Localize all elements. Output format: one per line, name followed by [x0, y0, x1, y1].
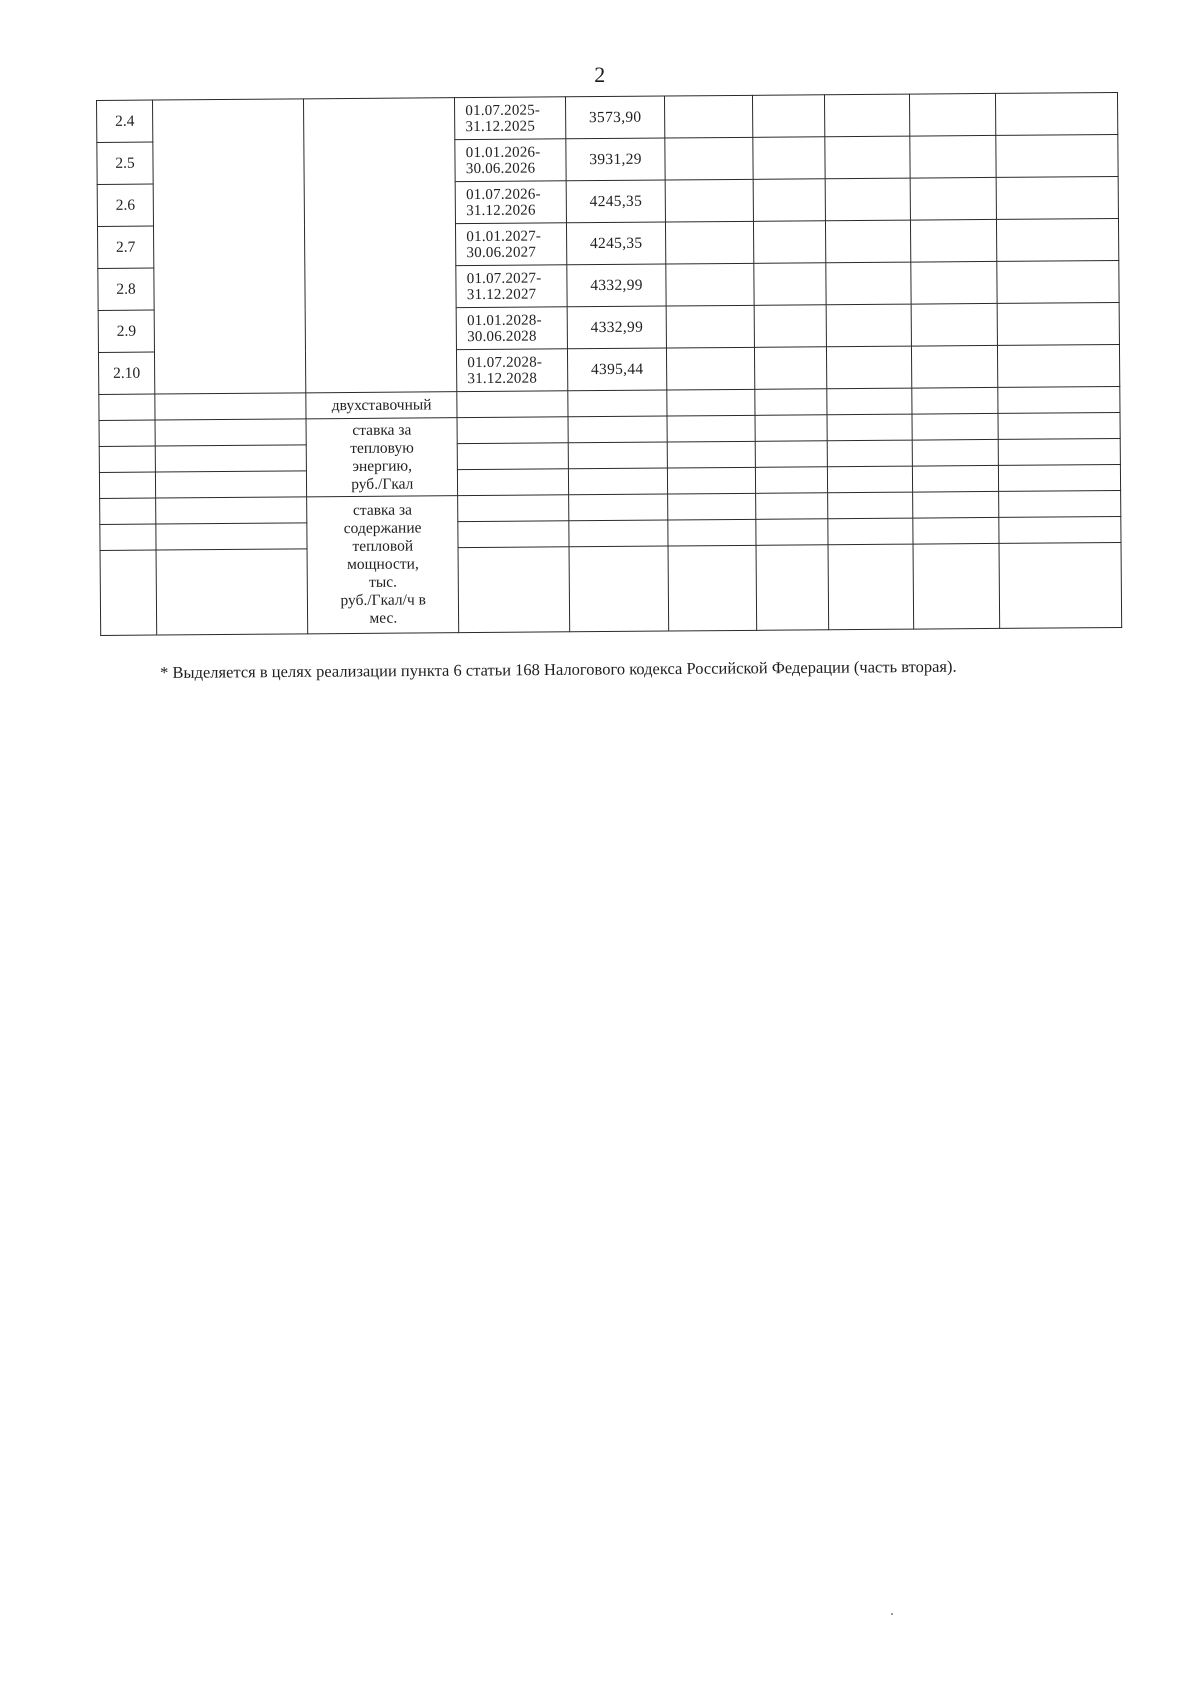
empty-cell-col1	[99, 446, 155, 472]
empty-cell-col10	[999, 542, 1122, 628]
empty-cell-col9	[912, 413, 999, 440]
empty-cell-col10	[997, 302, 1119, 345]
empty-cell-col10	[995, 92, 1117, 135]
empty-cell-col8	[827, 346, 911, 389]
row-number: 2.4	[97, 100, 153, 142]
period-cell	[455, 97, 566, 140]
label-line: мес.	[369, 609, 398, 627]
empty-cell-col6	[667, 493, 756, 520]
tariff-value: 3573,90	[566, 96, 665, 139]
period-line: 01.07.2025-	[465, 102, 541, 119]
footnote: * Выделяется в целях реализации пункта 6 статьи 168 Налогового кодекса Российской Федерации (часть вторая).	[160, 656, 957, 682]
period-line: 01.01.2028-	[466, 312, 542, 329]
empty-cell-col1	[100, 524, 156, 550]
period-line: 30.06.2027	[466, 244, 537, 261]
period-line: 31.12.2026	[466, 202, 536, 219]
period-line: 01.07.2027-	[466, 270, 542, 287]
empty-cell-col9	[912, 439, 999, 466]
empty-cell-col6	[667, 441, 756, 468]
empty-cell-col6	[665, 263, 754, 306]
empty-cell-col9	[910, 219, 997, 262]
empty-cell-col9	[911, 303, 998, 346]
tariff-value: 4245,35	[567, 180, 666, 223]
empty-cell-col7	[756, 545, 829, 631]
row-number: 2.10	[98, 352, 154, 394]
empty-cell-col7	[755, 415, 827, 442]
empty-cell-col10	[996, 134, 1118, 177]
empty-cell-col5	[569, 546, 668, 632]
empty-cell-col8	[827, 414, 911, 441]
empty-cell-col9	[913, 543, 1000, 629]
empty-cell-col10	[999, 516, 1121, 543]
empty-cell-col9	[909, 93, 996, 136]
empty-cell-col7	[755, 389, 827, 416]
capacity-rate-label	[307, 496, 459, 634]
empty-cell-col8	[826, 178, 910, 221]
tariff-value: 4245,35	[567, 222, 666, 265]
label-line: руб./Гкал/ч в	[340, 591, 426, 610]
label-line: тепловой	[352, 537, 414, 555]
empty-cell-col7	[756, 467, 828, 494]
empty-cell-col2	[155, 445, 306, 472]
period-line: 01.01.2026-	[465, 144, 541, 161]
label-line: энергию,	[352, 457, 413, 475]
empty-cell-col6	[665, 221, 754, 264]
tariff-value: 3931,29	[566, 138, 665, 181]
merged-cell-col2	[153, 99, 306, 394]
tariff-value: 4395,44	[568, 348, 667, 391]
empty-cell-col8	[825, 94, 909, 137]
empty-cell-col9	[912, 517, 999, 544]
empty-cell-col8	[828, 492, 912, 519]
empty-cell-col6	[668, 545, 757, 631]
label-line: тыс.	[368, 573, 398, 591]
period-line: 01.01.2027-	[466, 228, 542, 245]
empty-cell-col2	[155, 419, 306, 446]
empty-cell-col4	[457, 417, 568, 444]
empty-cell-col5	[568, 416, 666, 443]
empty-cell-col6	[666, 305, 755, 348]
empty-cell-col9	[910, 177, 997, 220]
empty-cell-col7	[753, 179, 826, 222]
empty-cell-col9	[912, 491, 999, 518]
empty-cell-col5	[569, 520, 667, 547]
empty-cell-col7	[754, 263, 827, 306]
empty-cell-col9	[909, 135, 996, 178]
empty-cell-col9	[912, 465, 999, 492]
empty-cell-col4	[458, 547, 570, 633]
empty-cell-col8	[828, 518, 912, 545]
period-cell	[455, 139, 566, 182]
empty-cell-col6	[667, 519, 756, 546]
empty-cell-col1	[100, 550, 157, 635]
period-line: 01.07.2028-	[467, 354, 543, 371]
empty-cell-col7	[755, 441, 827, 468]
tariff-value: 4332,99	[567, 264, 666, 307]
label-line: тепловую	[350, 439, 414, 457]
empty-cell-col6	[666, 347, 755, 390]
empty-cell-col1	[99, 394, 155, 420]
empty-cell-col8	[827, 304, 911, 347]
period-line: 01.07.2026-	[465, 186, 541, 203]
empty-cell-col5	[569, 468, 667, 495]
empty-cell-col8	[828, 440, 912, 467]
tariff-table	[96, 92, 1122, 636]
period-line: 31.12.2025	[465, 118, 536, 135]
empty-cell-col7	[755, 347, 828, 390]
page-number: 2	[594, 62, 606, 87]
empty-cell-col10	[996, 176, 1118, 219]
period-line: 31.12.2028	[467, 370, 538, 387]
row-number: 2.6	[97, 184, 153, 226]
label-line: ставка за	[352, 501, 413, 519]
empty-cell-col8	[827, 388, 911, 415]
empty-cell-col6	[664, 95, 753, 138]
empty-cell-col4	[458, 521, 569, 548]
empty-cell-col10	[998, 438, 1120, 465]
empty-cell-col4	[458, 469, 569, 496]
heat-energy-rate-label	[306, 418, 458, 497]
empty-cell-col7	[756, 493, 828, 520]
empty-cell-col10	[999, 490, 1121, 517]
row-number: 2.7	[97, 226, 153, 268]
period-line: 30.06.2026	[465, 160, 536, 177]
empty-cell-col4	[458, 443, 569, 470]
empty-cell-col6	[666, 389, 755, 416]
empty-cell-col1	[100, 498, 156, 524]
period-cell	[455, 181, 566, 224]
empty-cell-col8	[826, 220, 910, 263]
empty-cell-col6	[664, 137, 753, 180]
empty-cell-col10	[998, 464, 1120, 491]
label-line: руб./Гкал	[351, 475, 414, 493]
empty-cell-col2	[156, 549, 308, 635]
empty-cell-col7	[754, 305, 827, 348]
empty-cell-col10	[998, 412, 1120, 439]
empty-cell-col10	[997, 344, 1119, 387]
period-cell	[457, 349, 568, 392]
empty-cell-col8	[826, 262, 910, 305]
empty-cell-col7	[756, 519, 828, 546]
empty-cell-col10	[997, 260, 1119, 303]
empty-cell-col10	[998, 386, 1120, 413]
empty-cell-col7	[754, 221, 827, 264]
empty-cell-col5	[569, 494, 667, 521]
empty-cell-col9	[910, 261, 997, 304]
empty-cell-col6	[667, 415, 756, 442]
empty-cell-col2	[155, 393, 306, 420]
two-rate-label: двухставочный	[306, 392, 457, 419]
empty-cell-col5	[568, 390, 666, 417]
empty-cell-col5	[569, 442, 667, 469]
period-cell	[456, 265, 567, 308]
label-line: содержание	[343, 519, 422, 538]
empty-cell-col4	[458, 495, 569, 522]
row-number: 2.8	[98, 268, 154, 310]
scan-artifact	[891, 1613, 893, 1615]
table-row	[100, 542, 1122, 635]
empty-cell-col9	[911, 387, 998, 414]
empty-cell-col2	[156, 471, 307, 498]
period-line: 30.06.2028	[467, 328, 537, 345]
empty-cell-col10	[996, 218, 1118, 261]
empty-cell-col9	[911, 345, 998, 388]
merged-cell-col3	[304, 98, 457, 393]
empty-cell-col6	[667, 467, 756, 494]
empty-cell-col2	[156, 497, 307, 524]
row-number: 2.9	[98, 310, 154, 352]
row-number: 2.5	[97, 142, 153, 184]
tariff-value: 4332,99	[568, 306, 667, 349]
label-line: мощности,	[346, 555, 419, 574]
empty-cell-col6	[665, 179, 754, 222]
empty-cell-col4	[457, 391, 568, 418]
empty-cell-col1	[99, 472, 155, 498]
period-cell	[456, 307, 567, 350]
empty-cell-col1	[99, 420, 155, 446]
empty-cell-col8	[825, 136, 909, 179]
period-cell	[456, 223, 567, 266]
empty-cell-col8	[828, 544, 913, 630]
empty-cell-col2	[156, 523, 307, 550]
empty-cell-col7	[753, 137, 826, 180]
period-line: 31.12.2027	[466, 286, 537, 303]
empty-cell-col8	[828, 466, 912, 493]
label-line: ставка за	[352, 421, 412, 439]
empty-cell-col7	[753, 95, 826, 138]
